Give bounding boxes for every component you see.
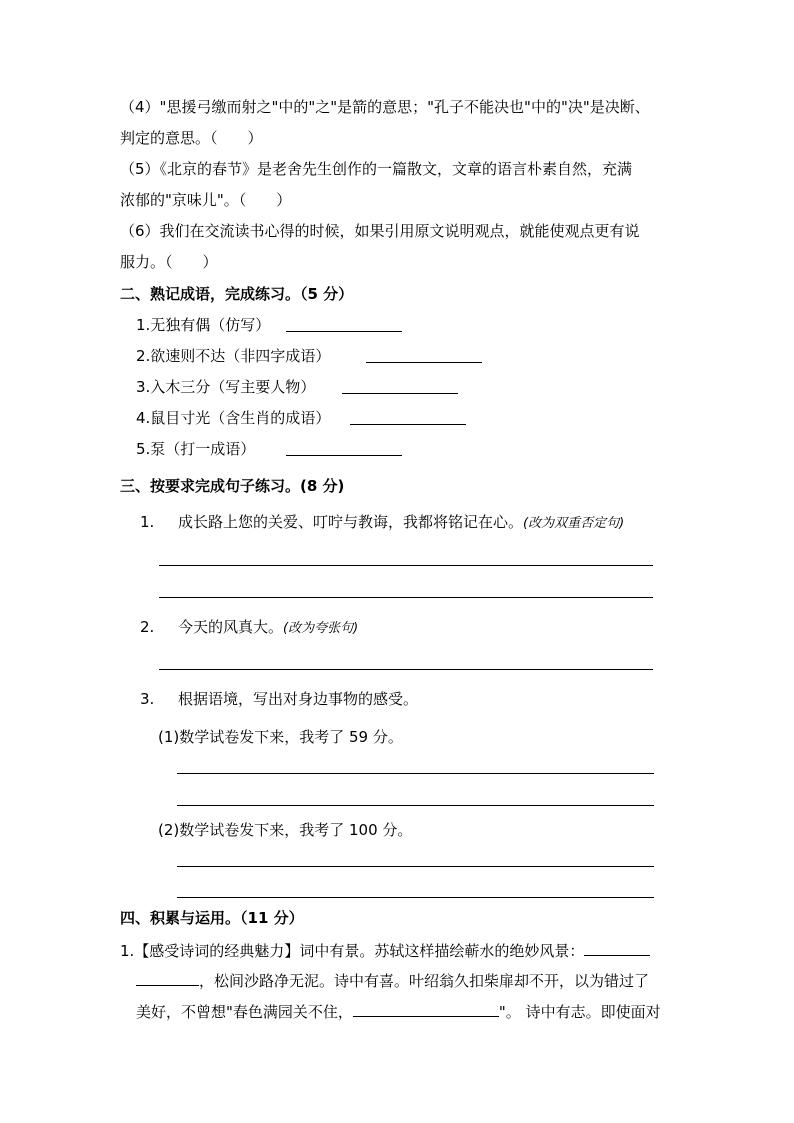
poetry-blank-2[interactable] (353, 1001, 499, 1017)
q2-answer-line[interactable] (159, 669, 653, 670)
q1-answer-line-2[interactable] (159, 597, 653, 598)
idiom-item-5: 5.泵（打一成语） (136, 440, 256, 458)
idiom-item-4: 4.鼠目寸光（含生肖的成语） (136, 409, 331, 427)
sentence-q1-text (178, 512, 624, 534)
idiom-answer-line-5[interactable] (286, 455, 402, 456)
sentence-q3-text: 根据语境，写出对身边事物的感受。 (178, 690, 419, 708)
judge-item-6-line2: 服力。（ ） (120, 253, 218, 271)
section4-heading: 四、积累与运用。（11 分） (120, 909, 304, 927)
poetry-line-3 (136, 1001, 661, 1022)
poetry-line-3-text: 美好，不曾想"春色满园关不住， (136, 1003, 353, 1021)
q3-sub1-answer-line-2[interactable] (177, 805, 654, 806)
sentence-q3-sub1: (1)数学试卷发下来，我考了 59 分。 (158, 728, 403, 746)
judge-item-4-line2: 判定的意思。（ ） (120, 129, 263, 147)
idiom-answer-line-4[interactable] (350, 424, 466, 425)
poetry-line-2-text: ，松间沙路净无泥。诗中有喜。叶绍翁久扣柴扉却不开，以为错过了 (199, 972, 650, 990)
poetry-line-2 (136, 970, 649, 991)
sentence-q3-number: 3. (140, 690, 155, 708)
q3-sub1-answer-line-1[interactable] (177, 773, 654, 774)
poetry-blank-1a[interactable] (584, 940, 650, 956)
q3-sub2-answer-line-2[interactable] (177, 897, 654, 898)
q1-answer-line-1[interactable] (159, 565, 653, 566)
section2-heading: 二、熟记成语，完成练习。（5 分） (120, 285, 354, 303)
judge-item-6-line1: （6）我们在交流读书心得的时候，如果引用原文说明观点，就能使观点更有说 (120, 222, 640, 240)
poetry-line-3-tail: "。 诗中有志。即使面对 (498, 1003, 661, 1021)
sentence-q1-instruction: (改为双重否定句) (523, 516, 625, 531)
idiom-item-1: 1.无独有偶（仿写） (136, 316, 271, 334)
sentence-q1-body: 成长路上您的关爱、叮咛与教诲，我都将铭记在心。 (178, 513, 524, 531)
sentence-q2-number: 2. (140, 618, 155, 636)
idiom-answer-line-3[interactable] (342, 393, 458, 394)
poetry-blank-1b[interactable] (136, 970, 199, 986)
sentence-q2-text (178, 617, 358, 639)
poetry-line-1-text: 1.【感受诗词的经典魅力】词中有景。苏轼这样描绘蕲水的绝妙风景： (120, 942, 585, 960)
sentence-q1-number: 1. (140, 513, 155, 531)
judge-item-4-line1: （4）"思援弓缴而射之"中的"之"是箭的意思；"孔子不能决也"中的"决"是决断、 (120, 98, 650, 116)
judge-item-5-line2: 浓郁的"京味儿"。（ ） (120, 191, 292, 209)
idiom-item-3: 3.入木三分（写主要人物） (136, 378, 316, 396)
sentence-q2-instruction: (改为夸张句) (283, 621, 359, 636)
section3-heading: 三、按要求完成句子练习。(8 分) (120, 477, 345, 495)
idiom-item-2: 2.欲速则不达（非四字成语） (136, 347, 331, 365)
idiom-answer-line-2[interactable] (366, 362, 482, 363)
sentence-q3-sub2: (2)数学试卷发下来，我考了 100 分。 (158, 821, 413, 839)
idiom-answer-line-1[interactable] (286, 331, 402, 332)
judge-item-5-line1: （5）《北京的春节》是老舍先生创作的一篇散文，文章的语言朴素自然，充满 (120, 160, 633, 178)
sentence-q2-body: 今天的风真大。 (178, 618, 284, 636)
poetry-line-1 (120, 940, 650, 961)
q3-sub2-answer-line-1[interactable] (177, 866, 654, 867)
